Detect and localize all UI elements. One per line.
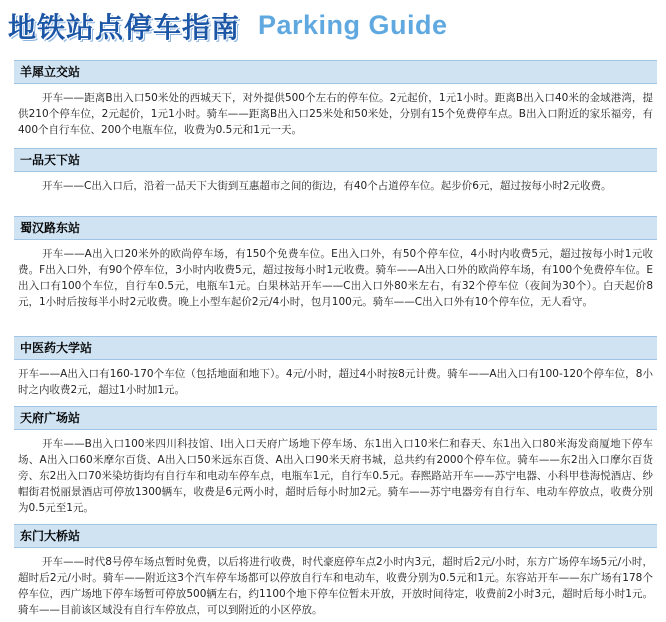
- station-section: [14, 406, 657, 524]
- station-section: [14, 336, 657, 406]
- station-list: [14, 60, 657, 622]
- station-section: [14, 60, 657, 148]
- page-title-en: Parking Guide: [258, 10, 448, 40]
- station-name: 羊犀立交站: [14, 60, 657, 84]
- station-section: [14, 148, 657, 216]
- station-parking-info: 开车——A出入口有160-170个车位（包括地面和地下）。4元/小时，超过4小时按8元计费。骑车——A出入口有100-120个停车位，8小时之内收费2元，超过1小时加1元。: [18, 368, 653, 396]
- page-header: [0, 0, 666, 52]
- station-section: [14, 524, 657, 622]
- station-name: 中医药大学站: [14, 336, 657, 360]
- station-name: 蜀汉路东站: [14, 216, 657, 240]
- station-name: 天府广场站: [14, 406, 657, 430]
- station-name: 东门大桥站: [14, 524, 657, 548]
- station-parking-info: 开车——距离B出入口50米处的西城天下，对外提供500个左右的停车位。2元起价，1元1小时。距离B出入口40米的金域港湾，提供210个停车位，2元起价，1元1小时。骑车——距离B出入口25米处和50米处，分别有15个免费停车点。B出入口附近的家乐福旁，有400个自行车位、200个电瓶车位，收费为0.5元和1元一天。: [18, 92, 653, 136]
- station-parking-info: 开车——B出入口100米四川科技馆、I出入口天府广场地下停车场、东1出入口10米仁和春天、东1出入口80米海发商厦地下停车场、A出入口60米摩尔百货、A出入口50米远东百货、A出入口90米天府书城，总共约有2000个停车位。骑车——东2出入口摩尔百货旁、东2出入口70米染坊街均有自行车和电动车停车点，电瓶车1元，自行车0.5元。春熙路站开车——苏宁电器、小科甲巷海悦酒店、纱帽街君悦丽景酒店可停放1300辆车，收费是6元两小时，超时后每小时加2元。骑车——苏宁电器旁有自行车、电动车停放点，收费分别为0.5元至1元。: [18, 438, 653, 514]
- station-parking-info: 开车——时代8号停车场点暂时免费，以后将进行收费，时代豪庭停车点2小时内3元，超时后2元/小时，东方广场停车场5元/小时，超时后2元/小时。骑车——附近这3个汽车停车场都可以停放自行车和电动车，收费分别为0.5元和1元。东容站开车——东广场有178个停车位，西广场地下停车场暂可停放500辆左右，约1100个地下停车位暂未开放，开放时间待定，收费前2小时3元，超时后每小时1元。骑车——目前该区域没有自行车停放点，可以到附近的小区停放。: [18, 556, 653, 616]
- page-title-cn: 地铁站点停车指南: [8, 11, 241, 44]
- station-name: 一品天下站: [14, 148, 657, 172]
- station-parking-info: 开车——A出入口20米外的欧尚停车场，有150个免费车位。E出入口外，有50个停车位，4小时内收费5元，超过按每小时1元收费。F出入口外，有90个停车位，3小时内收费5元，超过按每小时1元收费。骑车——A出入口外的欧尚停车场，有100个免费停车位。E出入口有100个车位，自行车0.5元，电瓶车1元。白果林站开车——C出入口外80米左右，有32个停车位（夜间为30个）。白天起价8元，1小时后按每半小时2元收费。晚上小型车起价2元/4小时，包月100元。骑车——C出入口外有10个停车位，无人看守。: [18, 248, 653, 308]
- station-parking-info: 开车——C出入口后，沿着一品天下大街到互惠超市之间的街边，有40个占道停车位。起步价6元，超过按每小时2元收费。: [42, 180, 612, 192]
- station-section: [14, 216, 657, 336]
